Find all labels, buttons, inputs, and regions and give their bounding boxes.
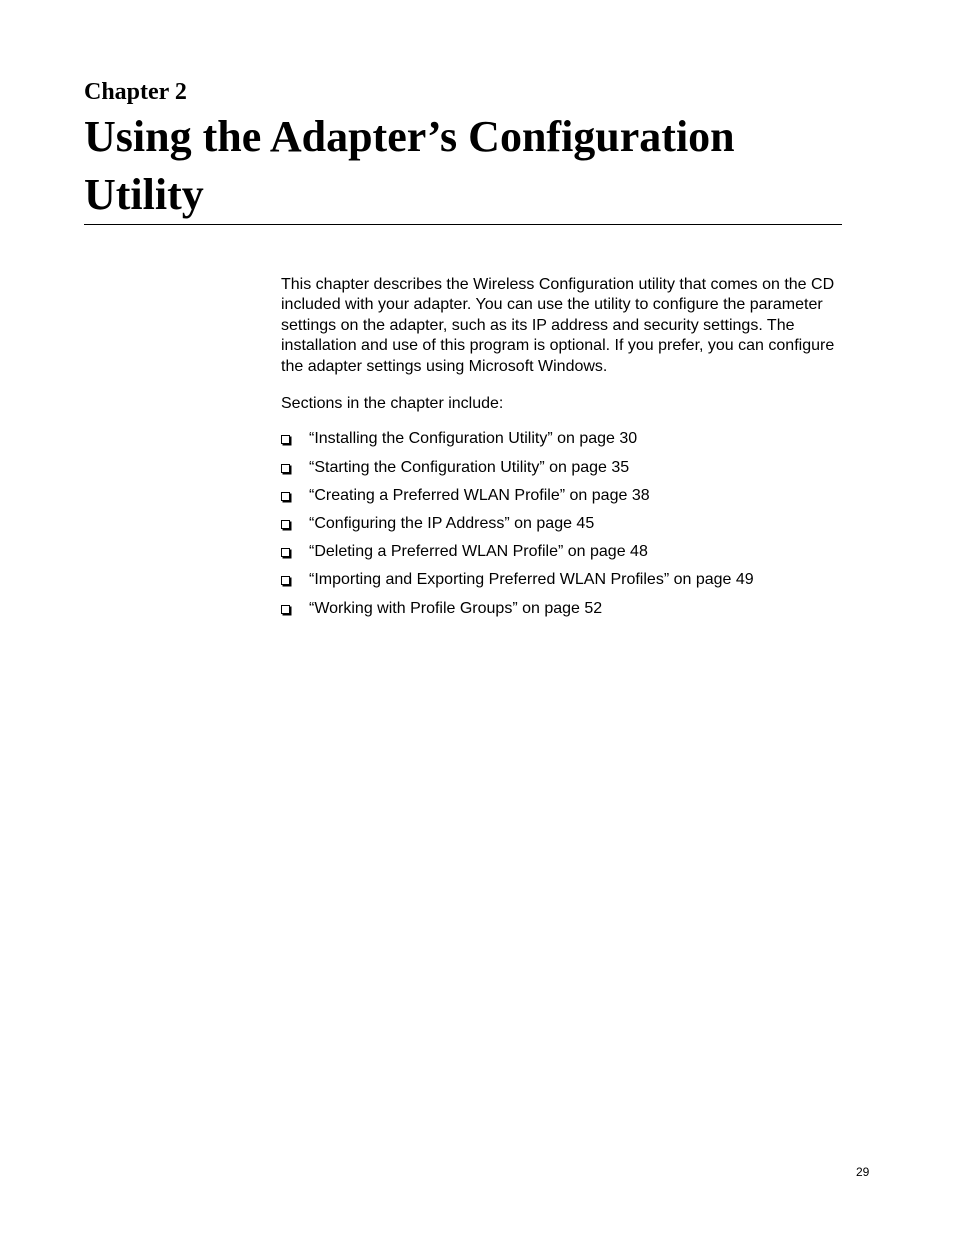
list-item: [281, 599, 847, 627]
list-item: [281, 570, 847, 598]
checkbox-bullet-icon: [281, 520, 290, 529]
page-number: 29: [856, 1165, 870, 1179]
title-divider: [84, 224, 842, 225]
checkbox-bullet-icon: [281, 435, 290, 444]
chapter-label: Chapter 2: [84, 79, 187, 105]
list-item: [281, 486, 847, 514]
section-link[interactable]: “Configuring the IP Address” on page 45: [309, 515, 595, 532]
section-link[interactable]: “Installing the Configuration Utility” on page 30: [309, 430, 638, 448]
intro-paragraph: This chapter describes the Wireless Configuration utility that comes on the CD included with your adapter. You can use the utility to configure the parameter settings on the adapter, such as its IP address and security settings. The installation and use of this program is optional. If you prefer, you can configure the adapter settings using Microsoft Windows.: [281, 276, 835, 375]
chapter-body: [281, 275, 847, 627]
list-item: [281, 429, 847, 457]
chapter-title: Using the Adapter’s Configuration Utility: [84, 112, 735, 219]
list-item: [281, 514, 847, 542]
list-item: [281, 458, 847, 486]
checkbox-bullet-icon: [281, 548, 290, 557]
checkbox-bullet-icon: [281, 492, 290, 501]
checkbox-bullet-icon: [281, 464, 290, 473]
section-link[interactable]: “Working with Profile Groups” on page 52: [309, 599, 603, 617]
checkbox-bullet-icon: [281, 605, 290, 614]
sections-lead: Sections in the chapter include:: [281, 395, 504, 413]
section-link[interactable]: “Creating a Preferred WLAN Profile” on page 38: [309, 486, 650, 504]
section-list: [281, 429, 847, 626]
section-link[interactable]: “Importing and Exporting Preferred WLAN Profiles” on page 49: [309, 571, 754, 589]
checkbox-bullet-icon: [281, 576, 290, 585]
section-link[interactable]: “Starting the Configuration Utility” on page 35: [309, 458, 630, 476]
list-item: [281, 542, 847, 570]
section-link[interactable]: “Deleting a Preferred WLAN Profile” on page 48: [309, 543, 648, 561]
